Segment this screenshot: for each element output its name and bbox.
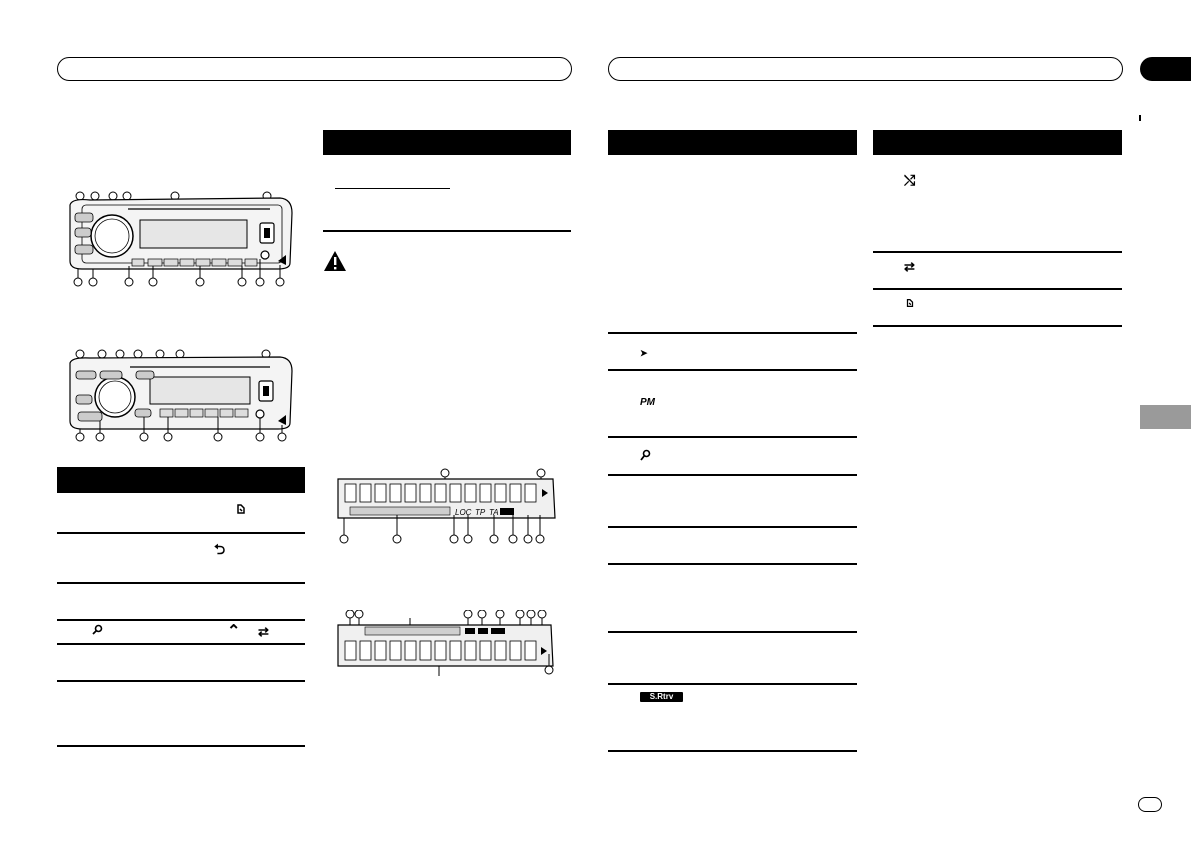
column4-divider xyxy=(873,154,1122,155)
column2-divider xyxy=(323,230,571,232)
side-index-tab xyxy=(1140,405,1191,429)
left-table-row-divider xyxy=(57,619,305,621)
repeat-icon: ⇄ xyxy=(258,624,269,639)
column3-divider xyxy=(608,563,857,565)
column3-divider xyxy=(608,332,857,334)
column3-divider xyxy=(608,154,857,155)
search-icon xyxy=(92,624,103,635)
shuffle-icon: ⤭ xyxy=(904,172,916,188)
section-tab xyxy=(1140,57,1191,81)
column3-header-bar xyxy=(608,130,857,155)
loc-indicator: LOC xyxy=(455,508,472,517)
page-number-badge xyxy=(1138,797,1162,812)
left-table-row-divider xyxy=(57,745,305,747)
tp-indicator: TP xyxy=(475,508,486,517)
left-table-header-bar xyxy=(57,467,305,492)
up-arrow-icon: ⌃ xyxy=(227,623,241,640)
left-table-row-divider xyxy=(57,492,305,493)
search-icon xyxy=(640,449,651,461)
column4-divider xyxy=(873,325,1122,327)
left-page-header xyxy=(57,57,572,81)
left-table-row-divider xyxy=(57,532,305,534)
column3-divider xyxy=(608,750,857,752)
column3-divider xyxy=(608,683,857,685)
column3-divider xyxy=(608,474,857,476)
bluetooth-audio-icon xyxy=(905,298,915,308)
display-diagram-a xyxy=(335,465,565,550)
return-icon: ⮌ xyxy=(214,541,226,557)
repeat-icon: ⇄ xyxy=(904,259,915,274)
underline-stub xyxy=(335,188,450,189)
column2-header-bar xyxy=(323,130,571,155)
column4-divider xyxy=(873,288,1122,290)
column4-divider xyxy=(873,251,1122,253)
ta-indicator: TA xyxy=(489,508,499,517)
margin-tick xyxy=(1139,115,1141,121)
head-unit-illustration-b xyxy=(60,345,300,450)
display-diagram-b xyxy=(335,610,565,690)
head-unit-illustration-a xyxy=(60,183,300,293)
sound-retriever-icon: S.Rtrv xyxy=(640,692,683,702)
right-page-header xyxy=(608,57,1123,81)
column3-divider xyxy=(608,436,857,438)
left-table-row-divider xyxy=(57,680,305,682)
left-table-row-divider xyxy=(57,643,305,645)
column2-divider xyxy=(323,154,571,155)
warning-icon xyxy=(323,250,347,272)
column3-divider xyxy=(608,631,857,633)
left-table-row-divider xyxy=(57,582,305,584)
column3-divider xyxy=(608,369,857,371)
bluetooth-audio-icon xyxy=(235,503,247,515)
column4-header-bar xyxy=(873,130,1122,155)
arrow-indicator-icon: ➤ xyxy=(640,348,648,358)
column3-divider xyxy=(608,526,857,528)
pm-indicator-icon: PM xyxy=(640,397,655,408)
